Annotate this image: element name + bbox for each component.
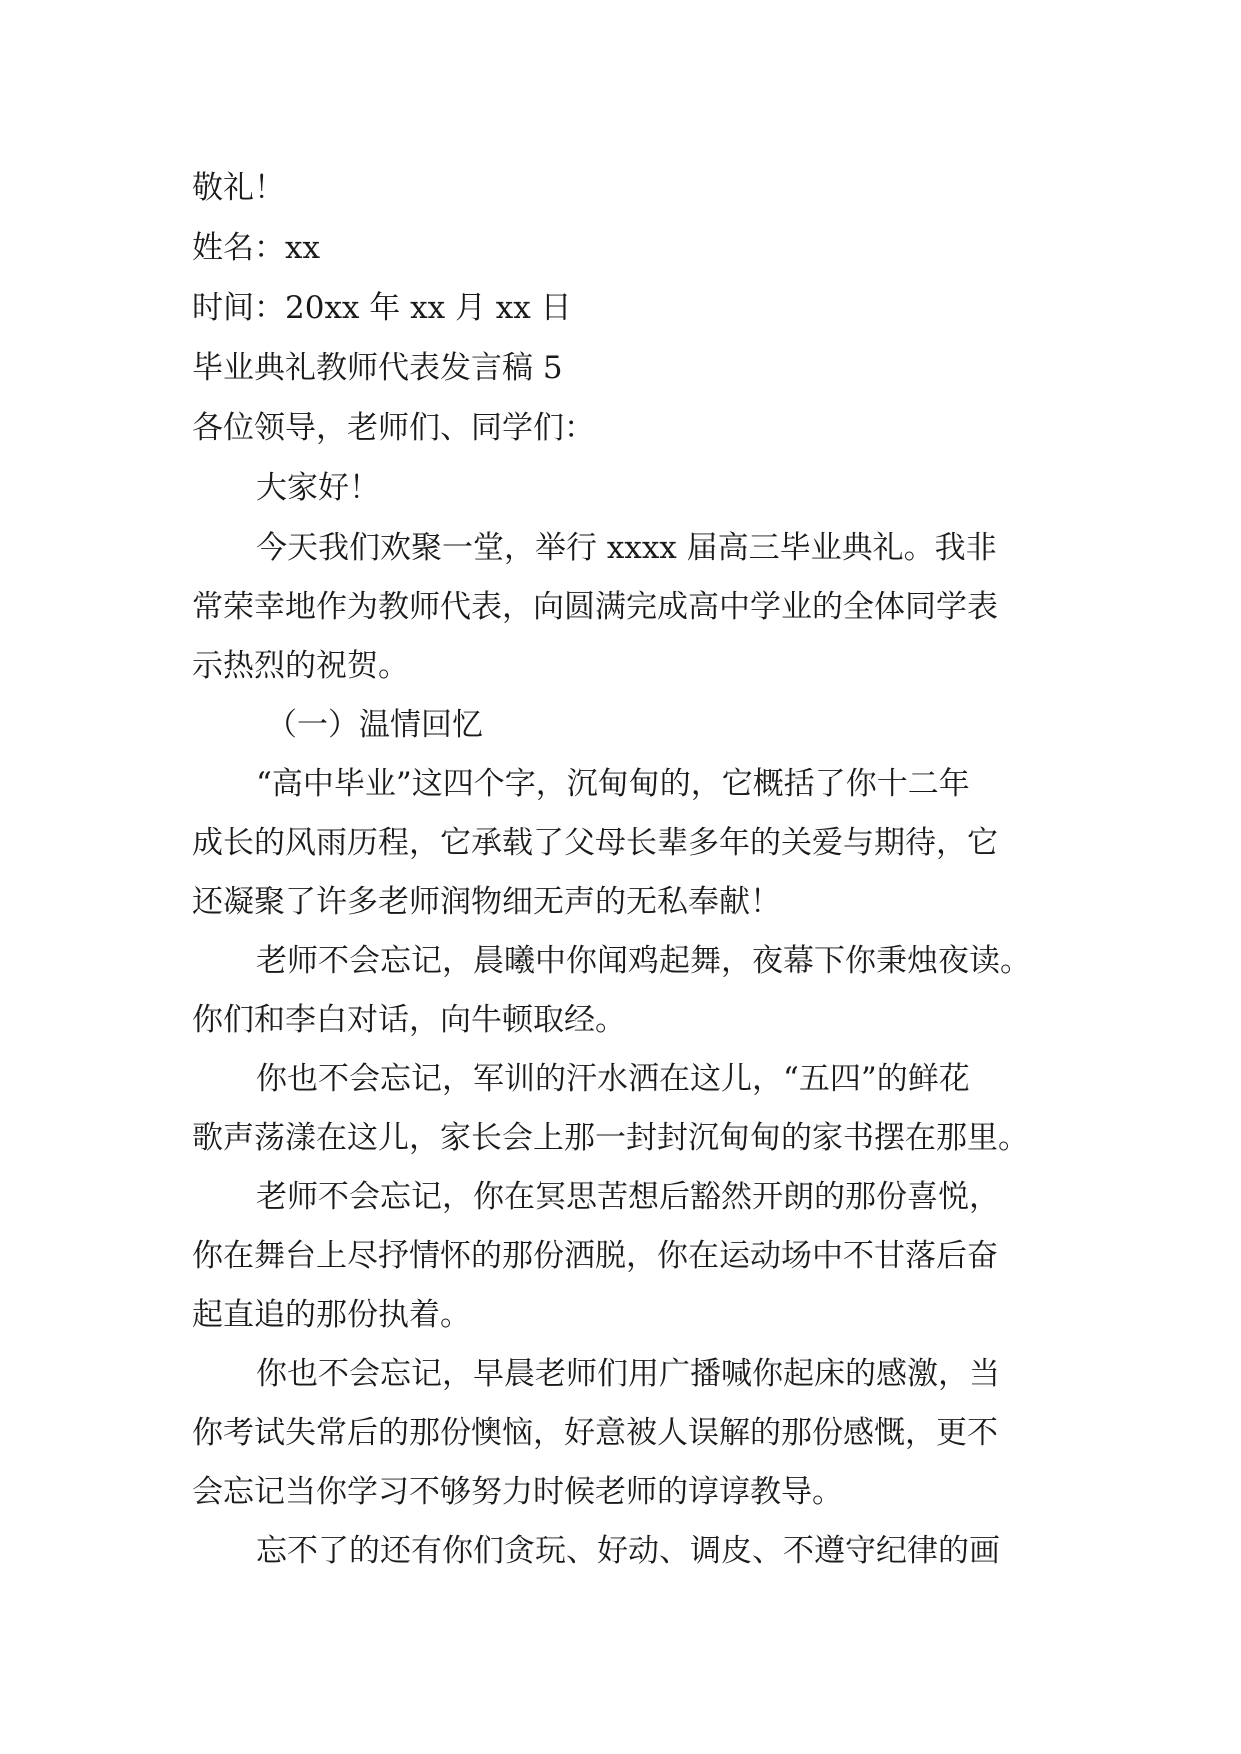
date-line: 时间：20xx 年 xx 月 xx 日: [192, 290, 572, 326]
paragraph-line: 你也不会忘记，早晨老师们用广播喊你起床的感激，当: [256, 1356, 1000, 1392]
paragraph-line: 你也不会忘记，军训的汗水洒在这儿，“五四”的鲜花: [256, 1061, 970, 1097]
paragraph-line: 会忘记当你学习不够努力时候老师的谆谆教导。: [192, 1474, 843, 1510]
paragraph-line: 歌声荡漾在这儿，家长会上那一封封沉甸甸的家书摆在那里。: [192, 1120, 1029, 1156]
paragraph-line: “高中毕业”这四个字，沉甸甸的，它概括了你十二年: [256, 766, 970, 802]
paragraph-line: 常荣幸地作为教师代表，向圆满完成高中学业的全体同学表: [192, 589, 998, 625]
paragraph-line: 起直追的那份执着。: [192, 1297, 471, 1333]
paragraph-line: 老师不会忘记，晨曦中你闻鸡起舞，夜幕下你秉烛夜读。: [256, 943, 1031, 979]
paragraph-line: 你在舞台上尽抒情怀的那份洒脱，你在运动场中不甘落后奋: [192, 1238, 998, 1274]
opening-line: 大家好！: [256, 470, 380, 506]
closing-salutation: 敬礼！: [192, 170, 285, 206]
paragraph-line: 今天我们欢聚一堂，举行 xxxx 届高三毕业典礼。我非: [256, 530, 997, 566]
paragraph-line: 还凝聚了许多老师润物细无声的无私奉献！: [192, 884, 781, 920]
paragraph-line: 你考试失常后的那份懊恼，好意被人误解的那份感慨，更不: [192, 1415, 998, 1451]
section-title: 毕业典礼教师代表发言稿 5: [192, 350, 563, 386]
paragraph-line: 老师不会忘记，你在冥思苦想后豁然开朗的那份喜悦，: [256, 1179, 1000, 1215]
paragraph-line: 示热烈的祝贺。: [192, 648, 409, 684]
subsection-heading: （一）温情回忆: [266, 707, 483, 743]
paragraph-line: 你们和李白对话，向牛顿取经。: [192, 1002, 626, 1038]
greeting-line: 各位领导，老师们、同学们：: [192, 410, 595, 446]
name-line: 姓名：xx: [192, 230, 320, 266]
paragraph-line: 成长的风雨历程，它承载了父母长辈多年的关爱与期待，它: [192, 825, 998, 861]
paragraph-line: 忘不了的还有你们贪玩、好动、调皮、不遵守纪律的画: [256, 1533, 1000, 1569]
